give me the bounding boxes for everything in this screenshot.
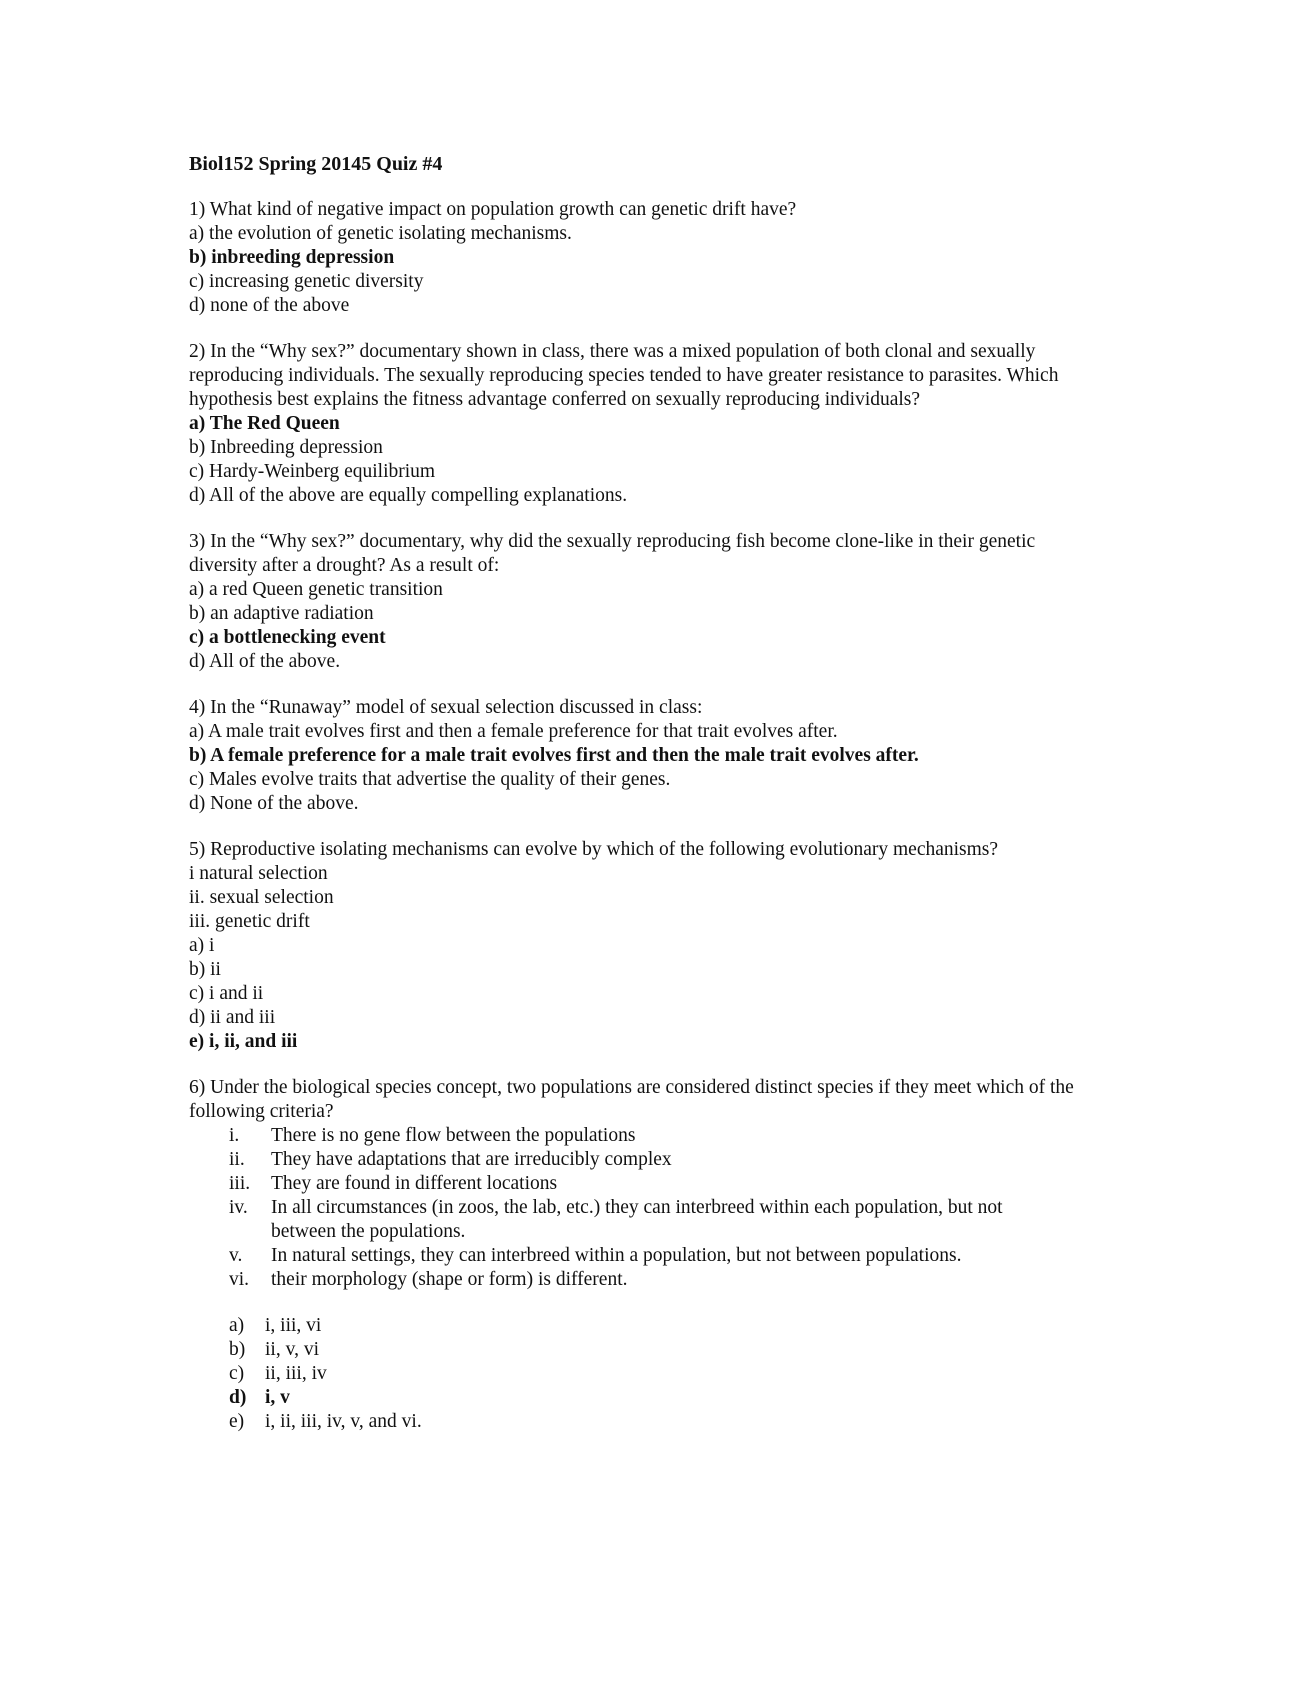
criteria-number: i. [229, 1125, 240, 1146]
question-stem: 6) Under the biological species concept, two populations are considered distinct species if they meet which of the following criteria? [189, 1077, 1074, 1122]
quiz-page [189, 152, 1189, 1456]
answer-option: d) None of the above. [189, 793, 359, 814]
answer-option: c) i and ii [189, 983, 264, 1004]
option-text: ii, v, vi [265, 1339, 319, 1360]
answer-option [229, 1314, 1189, 1338]
mechanism-item: ii. sexual selection [189, 887, 334, 908]
correct-answer-option [229, 1386, 1189, 1410]
answer-option: a) the evolution of genetic isolating mechanisms. [189, 223, 572, 244]
answer-option: d) All of the above are equally compelling explanations. [189, 485, 628, 506]
option-text: i, ii, iii, iv, v, and vi. [265, 1411, 422, 1432]
answer-option [229, 1362, 1189, 1386]
criteria-item [229, 1244, 1189, 1268]
answer-option [229, 1410, 1189, 1434]
criteria-item [229, 1148, 1189, 1172]
option-text: i, iii, vi [265, 1315, 322, 1336]
criteria-item [229, 1268, 1189, 1292]
criteria-number: v. [229, 1245, 243, 1266]
correct-answer-option: a) The Red Queen [189, 413, 340, 434]
answer-option [229, 1338, 1189, 1362]
answer-option: c) increasing genetic diversity [189, 271, 424, 292]
criteria-number: ii. [229, 1149, 245, 1170]
criteria-text: In all circumstances (in zoos, the lab, etc.) they can interbreed within each population, but not between the populations. [271, 1197, 1003, 1242]
criteria-item [229, 1196, 1189, 1244]
mechanism-item: iii. genetic drift [189, 911, 310, 932]
option-letter: c) [229, 1363, 245, 1384]
criteria-text: their morphology (shape or form) is different. [271, 1269, 628, 1290]
answer-option: b) Inbreeding depression [189, 437, 383, 458]
question-6 [189, 1076, 1189, 1434]
option-text: ii, iii, iv [265, 1363, 327, 1384]
answer-option: c) Males evolve traits that advertise the quality of their genes. [189, 769, 671, 790]
criteria-number: iv. [229, 1197, 248, 1218]
correct-answer-option: c) a bottlenecking event [189, 627, 386, 648]
question-3 [189, 530, 1189, 674]
answer-option: a) A male trait evolves first and then a female preference for that trait evolves after. [189, 721, 838, 742]
criteria-item [229, 1124, 1189, 1148]
question-1 [189, 198, 1189, 318]
question-2 [189, 340, 1189, 508]
answer-option: d) All of the above. [189, 651, 341, 672]
correct-answer-option: b) A female preference for a male trait evolves first and then the male trait evolves after. [189, 745, 919, 766]
criteria-list [229, 1124, 1189, 1292]
option-text: i, v [265, 1387, 290, 1408]
question-stem: 4) In the “Runaway” model of sexual selection discussed in class: [189, 697, 703, 718]
answer-option: d) ii and iii [189, 1007, 276, 1028]
option-letter: a) [229, 1315, 245, 1336]
question-stem: 3) In the “Why sex?” documentary, why did the sexually reproducing fish become clone-like in their genetic diversity after a drought? As a result of: [189, 531, 1036, 576]
page-title: Biol152 Spring 20145 Quiz #4 [189, 153, 443, 175]
question-stem: 2) In the “Why sex?” documentary shown in class, there was a mixed population of both clonal and sexually reproducing individuals. The sexually reproducing species tended to have greater resistance to parasites. Which hypothesis best explains the fitness advantage conferred on sexually reproducing individuals? [189, 341, 1059, 410]
answer-list [229, 1314, 1189, 1434]
criteria-number: iii. [229, 1173, 251, 1194]
criteria-text: There is no gene flow between the populations [271, 1125, 636, 1146]
question-stem: 1) What kind of negative impact on population growth can genetic drift have? [189, 199, 797, 220]
answer-option: b) an adaptive radiation [189, 603, 374, 624]
question-stem: 5) Reproductive isolating mechanisms can evolve by which of the following evolutionary mechanisms? [189, 839, 999, 860]
answer-option: b) ii [189, 959, 221, 980]
criteria-text: They have adaptations that are irreducibly complex [271, 1149, 672, 1170]
answer-option: a) a red Queen genetic transition [189, 579, 443, 600]
criteria-text: They are found in different locations [271, 1173, 558, 1194]
option-letter: b) [229, 1339, 246, 1360]
question-5 [189, 838, 1189, 1054]
option-letter: d) [229, 1387, 247, 1408]
question-4 [189, 696, 1189, 816]
correct-answer-option: b) inbreeding depression [189, 247, 395, 268]
answer-option: a) i [189, 935, 215, 956]
answer-option: d) none of the above [189, 295, 350, 316]
mechanism-item: i natural selection [189, 863, 328, 884]
criteria-number: vi. [229, 1269, 250, 1290]
option-letter: e) [229, 1411, 245, 1432]
criteria-item [229, 1172, 1189, 1196]
correct-answer-option: e) i, ii, and iii [189, 1031, 298, 1052]
answer-option: c) Hardy-Weinberg equilibrium [189, 461, 436, 482]
criteria-text: In natural settings, they can interbreed within a population, but not between populations. [271, 1245, 962, 1266]
